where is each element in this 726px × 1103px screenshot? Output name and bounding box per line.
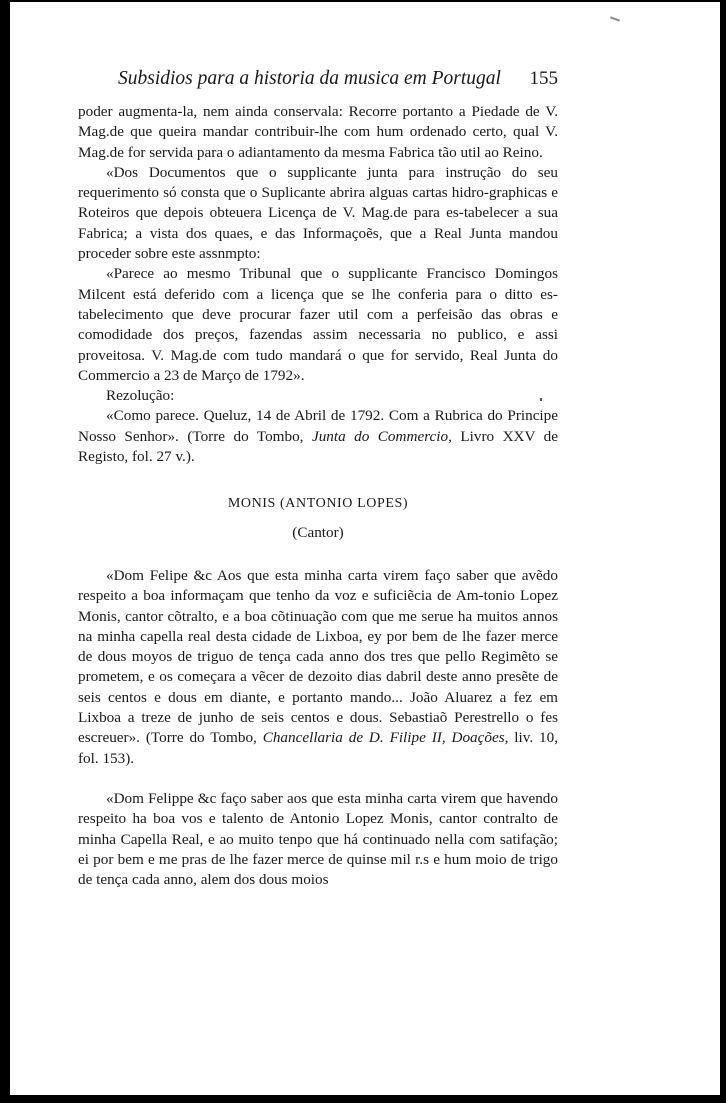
paragraph: «Parece ao mesmo Tribunal que o supplicante Francisco Domingos Milcent está deferido com a licença que se lhe conferia para o ditto es-tabelecimento que deve procurar fazer util com a perfeisão das obras e comodidade dos preços, fazendas assim necessaria no publico, e assi proveitosa. V. Mag.de com tudo mandará o que for servido, Real Junta do Commercio a 23 de Março de 1792». [78,265,558,384]
text-run: liv. 10, fol. 153). [78,729,559,767]
section-title: MONIS (ANTONIO LOPES) [227,496,409,512]
paragraph: «Dos Documentos que o supplicante junta para instrução do seu requerimento só consta que o Suplicante abrira alguas cartas hidro-graphicas e Roteiros que depois obteuera Licença de V. Mag.de para es-tabelecer a sua Fabrica; a vista dos quaes, e das Informaçoẽs, que a Real Junta mandou proceder sobre este assnmpto: [78,163,558,263]
running-header [78,68,558,90]
spacer [78,769,558,789]
text-run: «Dom Felipe &c Aos que esta minha carta virem faço saber que avẽdo respeito a boa informaçam que tenho da voz e suficiẽcia de Am-tonio Lopez Monis, cantor cõtralto, e a boa cõtinuação com que me serue ha muitos annos na minha capella real desta cidade de Lixboa, ey por bem de lhe fazer merce de dous moyos de triguo de tença cada anno dos tres que pello Regimẽto se prometem, e os começara a vẽcer de dezoito dias dabril deste anno presẽte de seis centos e dous em diante, e portanto mando... João Aluarez a fez em Lixboa a treze de junho de seis centos e dous. Sebastiaõ Perestrello o fes escreuer». (Torre do Tombo, [78,566,558,747]
paragraph: Rezolução: [106,387,175,405]
running-title: Subsidios para a historia da musica em Portugal [118,68,501,89]
italic-citation: Chancellaria de D. Filipe II, Doações, [262,729,509,747]
paragraph-resolution [78,406,558,467]
page-number: 155 [529,68,558,89]
text-run: «Como parece. Queluz, 14 de Abril de 1792. Com a Rubrica do Principe Nosso Senhor». (Torre do Tombo, [78,407,558,445]
paragraph-document-1 [78,566,558,769]
body-text [78,102,558,890]
paragraph: poder augmenta-la, nem ainda conservala: Recorre portanto a Piedade de V. Mag.de que queira mandar contribuir-lhe com hum ordenado certo, qual V. Mag.de for servida para o adiantamento da mesma Fabrica tão util ao Reino. [78,103,558,161]
book-page [78,68,558,890]
text-run: Livro XXV de Registo, fol. 27 v.). [78,427,558,466]
section-subtitle: (Cantor) [292,523,344,541]
italic-citation: Junta do Commercio, [311,427,452,445]
paragraph-document-2: «Dom Felippe &c faço saber aos que esta minha carta virem que havendo respeito ha boa vos e talento de Antonio Lopez Monis, cantor contralto de minha Capella Real, e ao muito tenpo que há continuado nella com satifação; ei por bem e me pras de lhe fazer merce de quinse mil r.s e hum moio de trigo de tença cada anno, alem dos dous moios [78,789,558,889]
